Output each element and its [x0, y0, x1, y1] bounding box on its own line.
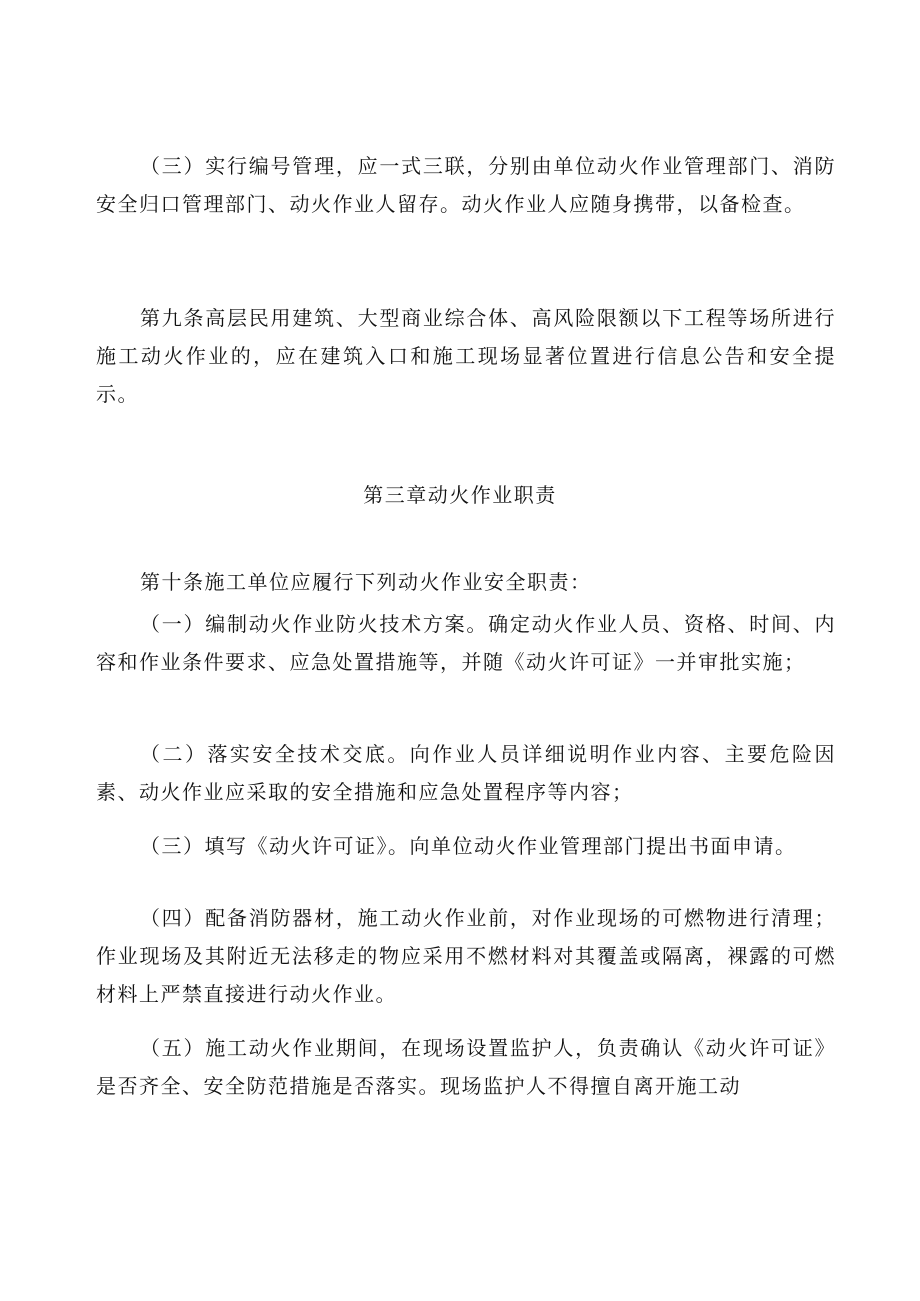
paragraph-item-4: （四）配备消防器材，施工动火作业前，对作业现场的可燃物进行清理；作业现场及其附近无法移走的物应采用不燃材料对其覆盖或隔离，裸露的可燃材料上严禁直接进行动火作业。 — [96, 906, 836, 1006]
paragraph-article-10: 第十条施工单位应履行下列动火作业安全职责： — [140, 570, 592, 594]
paragraph-item-1: （一）编制动火作业防火技术方案。确定动火作业人员、资格、时间、内容和作业条件要求、应急处置措施等，并随《动火许可证》一并审批实施； — [96, 612, 836, 674]
paragraph-item-2: （二）落实安全技术交底。向作业人员详细说明作业内容、主要危险因素、动火作业应采取的安全措施和应急处置程序等内容； — [96, 742, 836, 804]
chapter-title: 第三章动火作业职责 — [363, 483, 557, 507]
paragraph-article-9: 第九条高层民用建筑、大型商业综合体、高风险限额以下工程等场所进行施工动火作业的，应在建筑入口和施工现场显著位置进行信息公告和安全提示。 — [96, 306, 836, 406]
paragraph-item-5: （五）施工动火作业期间，在现场设置监护人，负责确认《动火许可证》是否齐全、安全防范措施是否落实。现场监护人不得擅自离开施工动 — [96, 1036, 836, 1098]
paragraph-item-3: （三）填写《动火许可证》。向单位动火作业管理部门提出书面申请。 — [140, 834, 797, 858]
paragraph-numbering-management: （三）实行编号管理，应一式三联，分别由单位动火作业管理部门、消防安全归口管理部门、动火作业人留存。动火作业人应随身携带，以备检查。 — [96, 154, 836, 216]
